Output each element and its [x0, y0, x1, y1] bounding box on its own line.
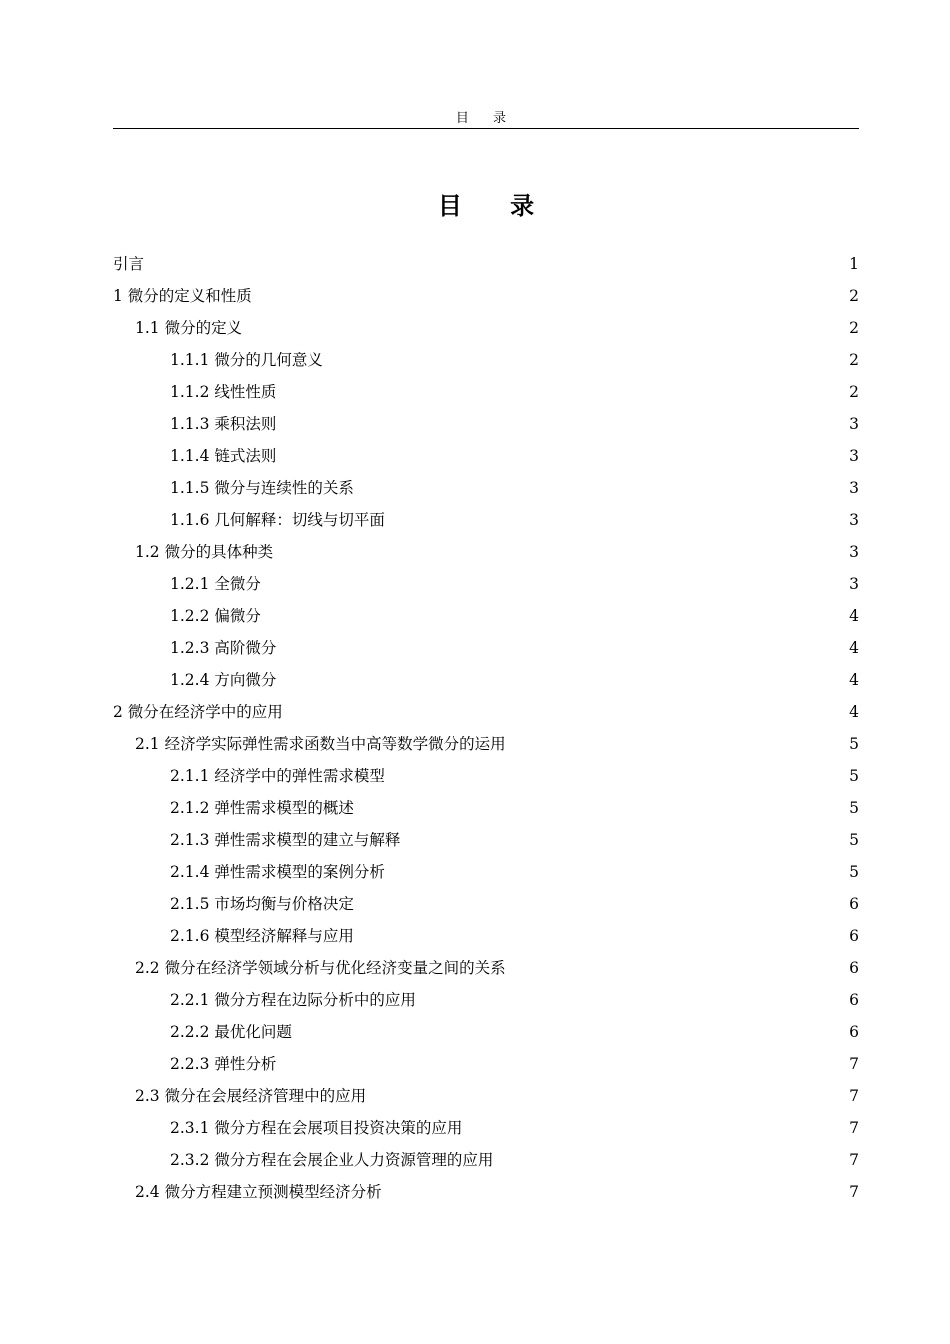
toc-leader-dots [386, 869, 847, 873]
toc-leader-dots [401, 837, 847, 841]
toc-leader-dots [262, 613, 847, 617]
toc-leader-dots [386, 773, 847, 777]
toc-entry-label: 1.2.3 高阶微分 [170, 639, 277, 657]
toc-leader-dots [367, 1093, 847, 1097]
toc-leader-dots [494, 1157, 847, 1161]
toc-leader-dots [277, 421, 847, 425]
toc-entry-label: 2.2 微分在经济学领域分析与优化经济变量之间的关系 [135, 959, 506, 977]
toc-entry-label: 1.1.5 微分与连续性的关系 [170, 479, 354, 497]
toc-entry-label: 1.2 微分的具体种类 [135, 543, 274, 561]
toc-entry[interactable] [113, 440, 859, 472]
toc-entry-label: 2.2.1 微分方程在边际分析中的应用 [170, 991, 416, 1009]
toc-entry[interactable] [113, 888, 859, 920]
toc-entry[interactable] [113, 760, 859, 792]
toc-leader-dots [277, 1061, 847, 1065]
toc-entry[interactable] [113, 984, 859, 1016]
toc-entry[interactable] [113, 728, 859, 760]
toc-entry[interactable] [113, 408, 859, 440]
toc-entry-page: 1 [849, 255, 859, 273]
toc-entry-label: 1.2.2 偏微分 [170, 607, 261, 625]
toc-entry[interactable] [113, 824, 859, 856]
toc-entry-label: 1.1.4 链式法则 [170, 447, 277, 465]
toc-entry[interactable] [113, 376, 859, 408]
toc-leader-dots [507, 741, 848, 745]
toc-entry-label: 2.1.5 市场均衡与价格决定 [170, 895, 354, 913]
toc-entry-page: 4 [849, 671, 859, 689]
toc-entry-label: 2.1.4 弹性需求模型的案例分析 [170, 863, 385, 881]
toc-entry-page: 5 [849, 831, 859, 849]
toc-entry[interactable] [113, 696, 859, 728]
toc-entry-page: 4 [849, 639, 859, 657]
toc-leader-dots [277, 453, 847, 457]
toc-entry-label: 1 微分的定义和性质 [113, 287, 252, 305]
toc-entry-label: 2.1.3 弹性需求模型的建立与解释 [170, 831, 401, 849]
running-header: 目 录 [455, 111, 517, 126]
toc-leader-dots [324, 357, 847, 361]
toc-entry-page: 4 [849, 703, 859, 721]
toc-entry-page: 4 [849, 607, 859, 625]
toc-leader-dots [386, 517, 847, 521]
toc-entry-label: 2.1.6 模型经济解释与应用 [170, 927, 354, 945]
toc-entry[interactable] [113, 344, 859, 376]
toc-leader-dots [274, 549, 847, 553]
toc-entry[interactable] [113, 600, 859, 632]
toc-leader-dots [243, 325, 847, 329]
toc-entry-label: 2.3.1 微分方程在会展项目投资决策的应用 [170, 1119, 463, 1137]
toc-entry-label: 1.1.1 微分的几何意义 [170, 351, 323, 369]
toc-entry[interactable] [113, 248, 859, 280]
toc-leader-dots [262, 581, 847, 585]
toc-entry-label: 2.1.2 弹性需求模型的概述 [170, 799, 354, 817]
toc-entry-label: 1.1.3 乘积法则 [170, 415, 277, 433]
toc-entry[interactable] [113, 792, 859, 824]
toc-entry[interactable] [113, 504, 859, 536]
toc-entry[interactable] [113, 952, 859, 984]
toc-entry[interactable] [113, 920, 859, 952]
toc-leader-dots [507, 965, 848, 969]
toc-leader-dots [355, 805, 847, 809]
toc-entry-page: 2 [849, 351, 859, 369]
toc-entry-label: 2.2.2 最优化问题 [170, 1023, 292, 1041]
header-rule [113, 128, 859, 129]
toc-entry-label: 2.1.1 经济学中的弹性需求模型 [170, 767, 385, 785]
toc-leader-dots [355, 933, 847, 937]
toc-leader-dots [355, 901, 847, 905]
toc-leader-dots [284, 709, 847, 713]
toc-entry-label: 1.1.2 线性性质 [170, 383, 277, 401]
toc-entry-page: 3 [849, 447, 859, 465]
toc-entry-page: 6 [849, 927, 859, 945]
toc-entry[interactable] [113, 280, 859, 312]
table-of-contents [113, 248, 859, 1208]
toc-entry-page: 7 [849, 1055, 859, 1073]
toc-entry[interactable] [113, 1016, 859, 1048]
toc-leader-dots [253, 293, 847, 297]
toc-entry[interactable] [113, 1080, 859, 1112]
toc-entry-page: 5 [849, 735, 859, 753]
toc-entry-page: 6 [849, 991, 859, 1009]
toc-entry-page: 6 [849, 1023, 859, 1041]
toc-entry-label: 2.3 微分在会展经济管理中的应用 [135, 1087, 367, 1105]
toc-entry-label: 1.2.4 方向微分 [170, 671, 277, 689]
toc-leader-dots [355, 485, 847, 489]
toc-entry-page: 3 [849, 543, 859, 561]
toc-leader-dots [277, 389, 847, 393]
toc-entry-page: 7 [849, 1151, 859, 1169]
toc-entry-page: 3 [849, 511, 859, 529]
toc-leader-dots [463, 1125, 847, 1129]
toc-entry-page: 6 [849, 959, 859, 977]
toc-entry-page: 2 [849, 383, 859, 401]
toc-entry[interactable] [113, 1112, 859, 1144]
toc-leader-dots [293, 1029, 847, 1033]
toc-entry[interactable] [113, 568, 859, 600]
toc-leader-dots [145, 261, 847, 265]
toc-entry-label: 2.3.2 微分方程在会展企业人力资源管理的应用 [170, 1151, 494, 1169]
toc-entry-label: 2.1 经济学实际弹性需求函数当中高等数学微分的运用 [135, 735, 506, 753]
toc-entry-page: 3 [849, 575, 859, 593]
toc-leader-dots [417, 997, 847, 1001]
toc-leader-dots [277, 677, 847, 681]
toc-entry-page: 5 [849, 863, 859, 881]
toc-entry-page: 7 [849, 1087, 859, 1105]
toc-entry[interactable] [113, 1144, 859, 1176]
toc-entry-page: 2 [849, 287, 859, 305]
toc-entry-label: 1.1.6 几何解释：切线与切平面 [170, 511, 385, 529]
toc-entry[interactable] [113, 856, 859, 888]
toc-entry-page: 7 [849, 1183, 859, 1201]
page-title: 目 录 [437, 192, 555, 220]
toc-entry-label: 2 微分在经济学中的应用 [113, 703, 283, 721]
toc-entry-page: 6 [849, 895, 859, 913]
toc-entry[interactable] [113, 472, 859, 504]
toc-entry-page: 5 [849, 767, 859, 785]
toc-entry[interactable] [113, 1176, 859, 1208]
toc-entry-label: 2.2.3 弹性分析 [170, 1055, 277, 1073]
toc-entry-page: 3 [849, 479, 859, 497]
toc-entry-page: 3 [849, 415, 859, 433]
toc-entry-label: 引言 [113, 255, 145, 273]
toc-entry[interactable] [113, 664, 859, 696]
toc-leader-dots [277, 645, 847, 649]
toc-entry-label: 1.2.1 全微分 [170, 575, 261, 593]
toc-entry-page: 2 [849, 319, 859, 337]
toc-entry-page: 5 [849, 799, 859, 817]
toc-entry-label: 1.1 微分的定义 [135, 319, 243, 337]
toc-entry[interactable] [113, 1048, 859, 1080]
toc-leader-dots [383, 1189, 848, 1193]
toc-entry-label: 2.4 微分方程建立预测模型经济分析 [135, 1183, 382, 1201]
toc-entry[interactable] [113, 536, 859, 568]
toc-entry-page: 7 [849, 1119, 859, 1137]
toc-entry[interactable] [113, 632, 859, 664]
toc-entry[interactable] [113, 312, 859, 344]
